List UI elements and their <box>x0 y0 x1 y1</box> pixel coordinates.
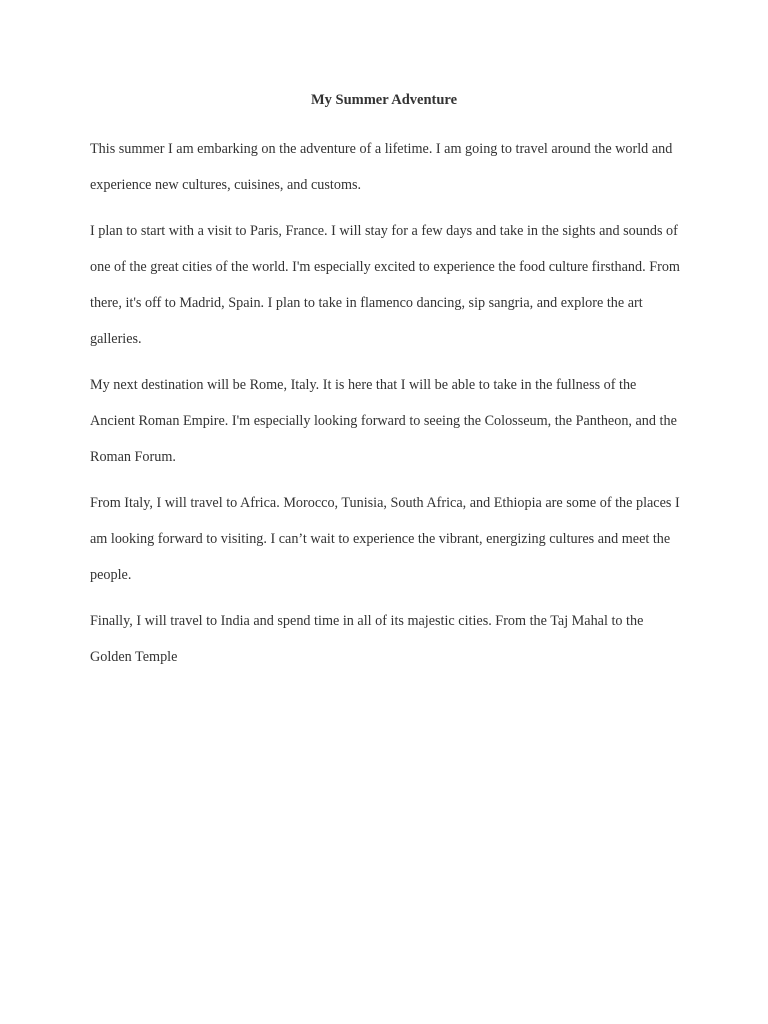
paragraph-africa: From Italy, I will travel to Africa. Morocco, Tunisia, South Africa, and Ethiopia are some of the places I am looking forward to visiting. I can’t wait to experience the vibrant, energizing cultures and meet the people. <box>90 495 680 583</box>
document-body <box>90 131 682 685</box>
paragraph-intro: This summer I am embarking on the adventure of a lifetime. I am going to travel around the world and experience new cultures, cuisines, and customs. <box>90 141 673 193</box>
paragraph-rome: My next destination will be Rome, Italy. It is here that I will be able to take in the fullness of the Ancient Roman Empire. I'm especially looking forward to seeing the Colosseum, the Pantheon, and the Roman Forum. <box>90 377 677 465</box>
document-title: My Summer Adventure <box>310 92 458 108</box>
paragraph-paris-madrid: I plan to start with a visit to Paris, France. I will stay for a few days and take in the sights and sounds of one of the great cities of the world. I'm especially excited to experience the food culture firsthand. From there, it's off to Madrid, Spain. I plan to take in flamenco dancing, sip sangria, and explore the art galleries. <box>90 223 680 347</box>
paragraph-india: Finally, I will travel to India and spend time in all of its majestic cities. From the Taj Mahal to the Golden Temple <box>90 613 644 665</box>
